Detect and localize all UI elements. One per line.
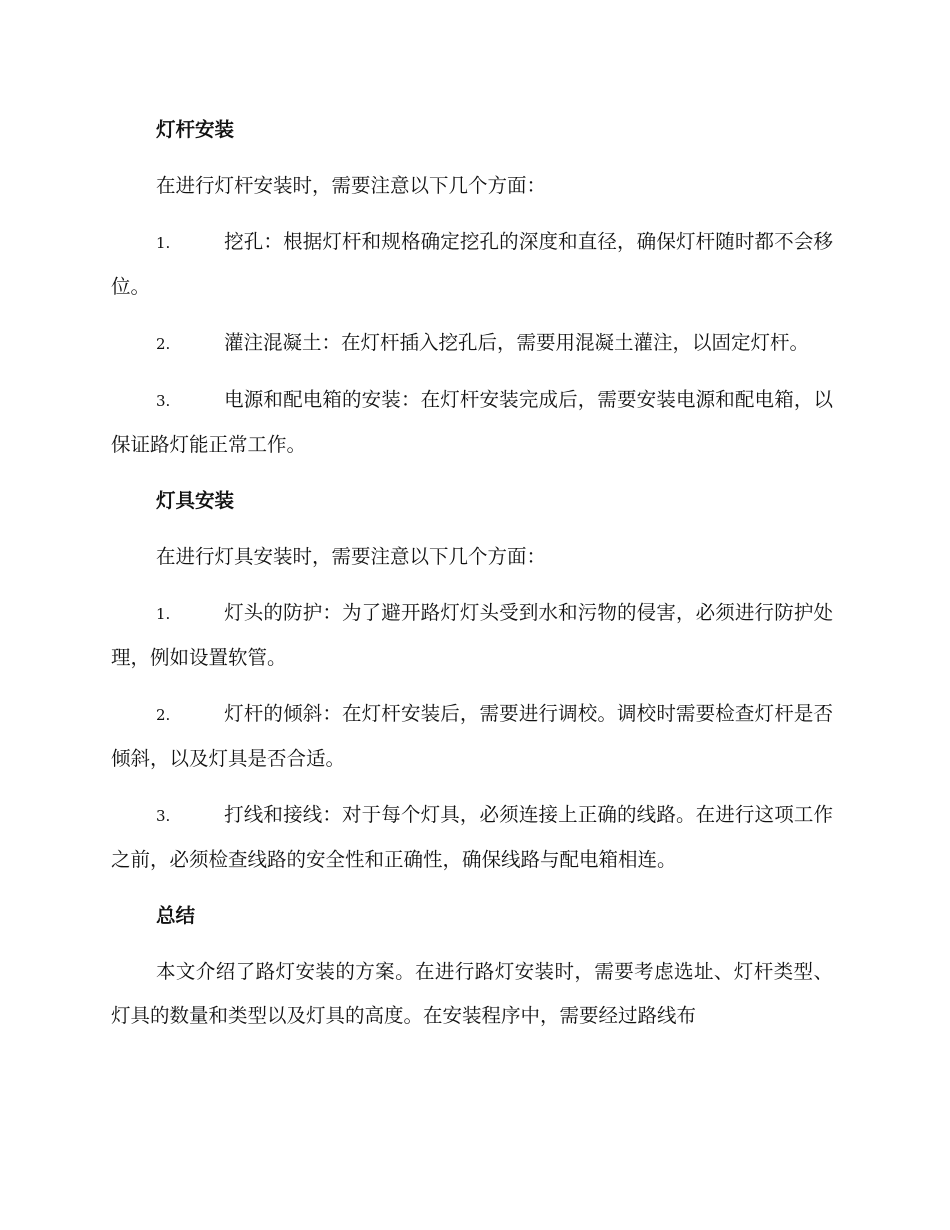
list-item-number: 1. (156, 234, 171, 252)
list-item-text: 灌注混凝土：在灯杆插入挖孔后，需要用混凝土灌注，以固定灯杆。 (224, 331, 810, 354)
section-intro-fixture-install: 在进行灯具安装时，需要注意以下几个方面： (156, 545, 547, 568)
list-item (111, 321, 833, 366)
list-item-number: 2. (156, 335, 171, 353)
list-item (111, 591, 833, 680)
summary-paragraph: 本文介绍了路灯安装的方案。在进行路灯安装时，需要考虑选址、灯杆类型、灯具的数量和类型以及灯具的高度。在安装程序中，需要经过路线布 (111, 960, 833, 1027)
section-heading-summary: 总结 (156, 904, 196, 927)
list-item (111, 793, 833, 882)
list-item-number: 3. (156, 392, 171, 410)
list-item-number: 3. (156, 807, 171, 825)
list-item (111, 220, 833, 309)
list-item (111, 692, 833, 781)
list-item-text: 灯头的防护：为了避开路灯灯头受到水和污物的侵害，必须进行防护处理，例如设置软管。 (111, 601, 833, 669)
document-content (111, 108, 833, 1050)
list-item-text: 电源和配电箱的安装：在灯杆安装完成后，需要安装电源和配电箱，以保证路灯能正常工作。 (111, 388, 833, 456)
list-item (111, 378, 833, 467)
list-item-number: 1. (156, 605, 171, 623)
section-heading-fixture-install: 灯具安装 (156, 489, 235, 512)
list-item-text: 打线和接线：对于每个灯具，必须连接上正确的线路。在进行这项工作之前，必须检查线路的安全性和正确性，确保线路与配电箱相连。 (111, 803, 833, 871)
list-item-text: 挖孔：根据灯杆和规格确定挖孔的深度和直径，确保灯杆随时都不会移位。 (111, 230, 833, 298)
list-item-text: 灯杆的倾斜：在灯杆安装后，需要进行调校。调校时需要检查灯杆是否倾斜，以及灯具是否合适。 (111, 702, 833, 770)
list-item-number: 2. (156, 706, 171, 724)
section-heading-pole-install: 灯杆安装 (156, 118, 235, 141)
section-intro-pole-install: 在进行灯杆安装时，需要注意以下几个方面： (156, 174, 547, 197)
